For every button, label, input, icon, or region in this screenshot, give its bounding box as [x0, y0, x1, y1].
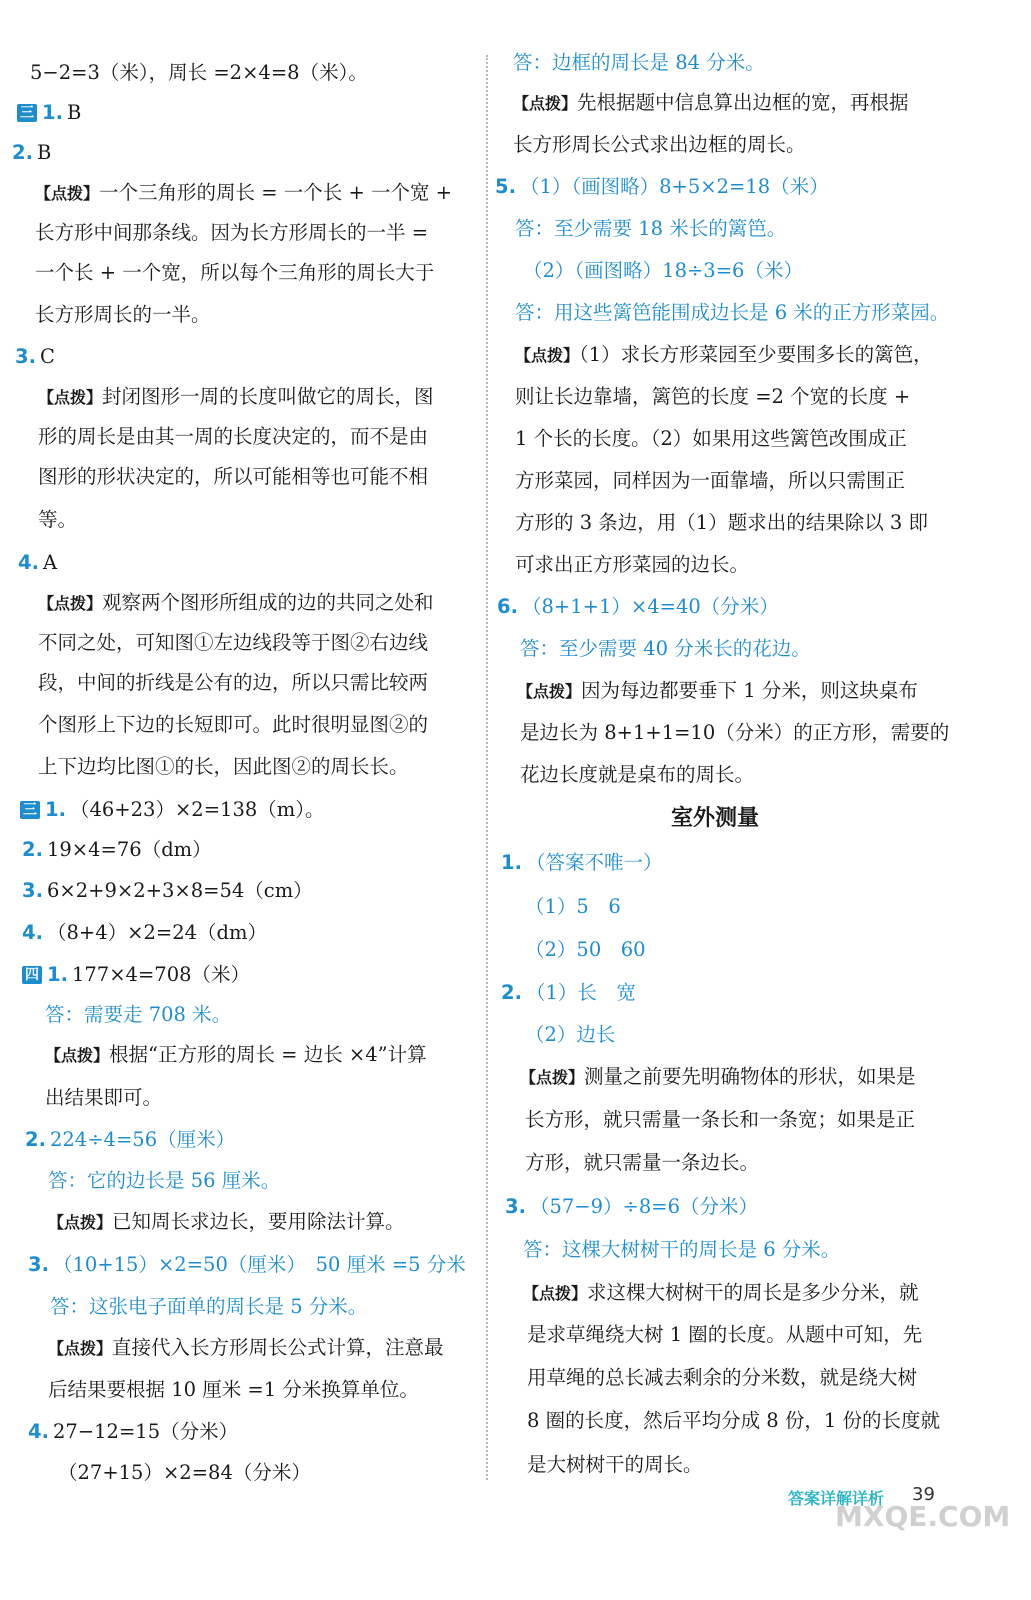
line-text: （1）求长方形菜园至少要围多长的篱笆， — [579, 343, 933, 366]
line-text: 形的周长是由其一周的长度决定的，而不是由 — [38, 425, 429, 448]
line-text: 花边长度就是桌布的周长。 — [520, 763, 755, 786]
line-text: 则让长边靠墙，篱笆的长度 =2 个宽的长度 + — [515, 385, 911, 408]
column-divider — [486, 55, 488, 1480]
line-text: 先根据题中信息算出边框的宽，再根据 — [577, 91, 909, 114]
right-line — [523, 1278, 919, 1309]
section-marker: 三 — [17, 104, 37, 122]
hint-tag: 【点拨】 — [517, 682, 582, 701]
question-number: 1. — [47, 963, 68, 986]
line-text: （27+15）×2=84（分米） — [58, 1461, 311, 1484]
line-text: 因为每边都要垂下 1 分米，则这块桌布 — [581, 679, 918, 702]
line-text: 答：至少需要 40 分米长的花边。 — [520, 637, 811, 660]
left-line — [15, 342, 55, 372]
line-text: 封闭图形一周的长度叫做它的周长，图 — [102, 385, 434, 408]
left-line — [38, 382, 434, 413]
right-line — [515, 466, 905, 496]
right-line — [515, 340, 933, 371]
line-text: 已知周长求边长，要用除法计算。 — [112, 1210, 405, 1233]
line-text: 求这棵大树树干的周长是多少分米，就 — [587, 1281, 919, 1304]
right-line — [513, 130, 806, 160]
line-text: 224÷4=56（厘米） — [49, 1128, 236, 1151]
left-line — [38, 628, 428, 658]
line-text: B — [36, 141, 52, 164]
right-line — [513, 48, 765, 78]
hint-tag: 【点拨】 — [45, 1046, 110, 1065]
question-number: 2. — [25, 1128, 46, 1151]
right-line — [515, 508, 928, 538]
hint-tag: 【点拨】 — [38, 594, 103, 613]
left-line — [20, 795, 325, 825]
right-line — [525, 935, 646, 965]
line-text: 等。 — [38, 508, 78, 531]
left-line — [45, 1040, 427, 1071]
right-line — [501, 848, 663, 878]
question-number: 5. — [495, 175, 516, 198]
line-text: 段，中间的折线是公有的边，所以只需比较两 — [38, 671, 429, 694]
line-text: 方形的 3 条边，用（1）题求出的结果除以 3 即 — [515, 511, 929, 534]
right-line — [515, 298, 949, 328]
line-text: 长方形，就只需量一条长和一条宽；如果是正 — [525, 1108, 916, 1131]
left-line — [48, 1166, 280, 1196]
right-line — [501, 978, 636, 1008]
right-line — [495, 172, 829, 202]
line-text: 19×4=76（dm） — [46, 838, 212, 861]
line-text: 一个三角形的周长 = 一个长 + 一个宽 + — [99, 181, 453, 204]
right-line — [515, 550, 749, 580]
left-line — [12, 138, 51, 168]
question-number: 4. — [22, 921, 43, 944]
question-number: 4. — [28, 1420, 49, 1443]
watermark: MXQE.COM — [835, 1500, 1011, 1533]
left-line — [28, 1250, 466, 1280]
line-text: 直接代入长方形周长公式计算，注意最 — [112, 1336, 444, 1359]
line-text: 出结果即可。 — [45, 1086, 163, 1109]
hint-tag: 【点拨】 — [35, 184, 100, 203]
left-line — [38, 668, 428, 698]
right-line — [523, 256, 803, 286]
right-line — [515, 424, 907, 454]
right-line — [520, 760, 754, 790]
hint-tag: 【点拨】 — [38, 388, 103, 407]
question-number: 1. — [45, 798, 66, 821]
right-line — [525, 1105, 915, 1135]
left-line — [38, 588, 434, 619]
line-text: 6×2+9×2+3×8=54（cm） — [46, 879, 313, 902]
left-line — [25, 1125, 235, 1155]
left-line — [48, 1375, 419, 1405]
footer-label: 答案详解详析 — [788, 1489, 885, 1508]
question-number: 1. — [42, 101, 63, 124]
question-number: 3. — [15, 345, 36, 368]
left-line — [38, 710, 428, 740]
line-text: 长方形中间那条线。因为长方形周长的一半 = — [35, 221, 429, 244]
line-text: （8+1+1）×4=40（分米） — [521, 595, 779, 618]
hint-tag: 【点拨】 — [515, 346, 580, 365]
left-line — [38, 422, 428, 452]
line-text: （46+23）×2=138（m）。 — [69, 798, 325, 821]
question-number: 4. — [18, 551, 39, 574]
left-line — [22, 960, 250, 990]
right-line — [517, 676, 918, 707]
right-line — [520, 1062, 916, 1093]
right-line — [527, 1363, 917, 1393]
line-text: （答案不唯一） — [525, 851, 663, 874]
question-number: 6. — [497, 595, 518, 618]
line-text: 答：至少需要 18 米长的篱笆。 — [515, 217, 787, 240]
section-marker: 四 — [22, 966, 42, 984]
left-line — [35, 218, 428, 248]
line-text: 根据“正方形的周长 = 边长 ×4”计算 — [109, 1043, 427, 1066]
hint-tag: 【点拨】 — [523, 1284, 588, 1303]
line-text: （10+15）×2=50（厘米） 50 厘米 =5 分米 — [52, 1253, 466, 1276]
right-line — [505, 1192, 758, 1222]
right-line — [527, 1450, 703, 1480]
line-text: 测量之前要先明确物体的形状，如果是 — [584, 1065, 916, 1088]
line-text: 不同之处，可知图①左边线段等于图②右边线 — [38, 631, 429, 654]
left-line — [38, 505, 77, 535]
line-text: 是求草绳绕大树 1 圈的长度。从题中可知，先 — [527, 1323, 923, 1346]
line-text: C — [39, 345, 55, 368]
hint-tag: 【点拨】 — [48, 1213, 113, 1232]
line-text: 是边长为 8+1+1=10（分米）的正方形，需要的 — [520, 721, 950, 744]
line-text: （8+4）×2=24（dm） — [46, 921, 268, 944]
line-text: 答：它的边长是 56 厘米。 — [48, 1169, 281, 1192]
left-line — [35, 300, 211, 330]
left-line — [35, 178, 452, 209]
right-line — [523, 1235, 840, 1265]
right-line — [525, 892, 621, 922]
line-text: （1）长 宽 — [525, 981, 636, 1004]
line-text: （2）边长 — [525, 1023, 616, 1046]
left-line — [30, 58, 368, 88]
line-text: 5−2=3（米），周长 =2×4=8（米）。 — [30, 61, 368, 84]
question-number: 3. — [505, 1195, 526, 1218]
line-text: 可求出正方形菜园的边长。 — [515, 553, 750, 576]
left-line — [58, 1458, 311, 1488]
line-text: 答：需要走 708 米。 — [45, 1003, 232, 1026]
line-text: 上下边均比图①的长，因此图②的周长长。 — [38, 755, 409, 778]
left-line — [22, 876, 313, 906]
right-line — [525, 1148, 759, 1178]
right-line — [515, 214, 786, 244]
left-line — [50, 1292, 367, 1322]
left-line — [28, 1417, 238, 1447]
line-text: 个图形上下边的长短即可。此时很明显图②的 — [38, 713, 429, 736]
section-heading: 室外测量 — [671, 806, 760, 831]
page-number: 39 — [912, 1484, 935, 1505]
left-line — [22, 835, 212, 865]
right-line — [520, 634, 811, 664]
right-line — [513, 88, 909, 119]
right-line — [515, 382, 910, 412]
left-line — [38, 462, 428, 492]
left-line — [22, 918, 267, 948]
left-line — [45, 1000, 231, 1030]
line-text: A — [42, 551, 58, 574]
hint-tag: 【点拨】 — [48, 1339, 113, 1358]
question-number: 2. — [501, 981, 522, 1004]
hint-tag: 【点拨】 — [520, 1068, 585, 1087]
right-line — [525, 1020, 615, 1050]
right-line — [520, 718, 949, 748]
question-number: 3. — [22, 879, 43, 902]
line-text: B — [66, 101, 82, 124]
line-text: （1）（画图略）8+5×2=18（米） — [519, 175, 829, 198]
line-text: 一个长 + 一个宽，所以每个三角形的周长大于 — [35, 261, 435, 284]
question-number: 2. — [12, 141, 33, 164]
line-text: 方形菜园，同样因为一面靠墙，所以只需围正 — [515, 469, 906, 492]
line-text: 是大树树干的周长。 — [527, 1453, 703, 1476]
line-text: 方形，就只需量一条边长。 — [525, 1151, 760, 1174]
right-line — [497, 592, 779, 622]
left-line — [35, 258, 434, 288]
left-line — [38, 752, 409, 782]
line-text: 答：边框的周长是 84 分米。 — [513, 51, 765, 74]
line-text: 8 圈的长度，然后平均分成 8 份，1 份的长度就 — [527, 1409, 941, 1432]
line-text: 答：这棵大树树干的周长是 6 分米。 — [523, 1238, 841, 1261]
line-text: （57−9）÷8=6（分米） — [529, 1195, 759, 1218]
question-number: 2. — [22, 838, 43, 861]
line-text: （2）50 60 — [525, 938, 646, 961]
line-text: 177×4=708（米） — [71, 963, 251, 986]
left-line — [18, 548, 57, 578]
line-text: 图形的形状决定的，所以可能相等也可能不相 — [38, 465, 429, 488]
line-text: 1 个长的长度。（2）如果用这些篱笆改围成正 — [515, 427, 907, 450]
line-text: 用草绳的总长减去剩余的分米数，就是绕大树 — [527, 1366, 918, 1389]
line-text: 27−12=15（分米） — [52, 1420, 239, 1443]
section-marker: 三 — [20, 801, 40, 819]
right-line — [527, 1406, 940, 1436]
line-text: 答：这张电子面单的周长是 5 分米。 — [50, 1295, 368, 1318]
left-line — [17, 98, 81, 128]
hint-tag: 【点拨】 — [513, 94, 578, 113]
line-text: 长方形周长公式求出边框的周长。 — [513, 133, 806, 156]
line-text: 后结果要根据 10 厘米 =1 分米换算单位。 — [48, 1378, 419, 1401]
left-line — [48, 1207, 405, 1238]
line-text: 观察两个图形所组成的边的共同之处和 — [102, 591, 434, 614]
right-line — [527, 1320, 922, 1350]
left-line — [45, 1083, 162, 1113]
line-text: 长方形周长的一半。 — [35, 303, 211, 326]
line-text: （1）5 6 — [525, 895, 621, 918]
question-number: 1. — [501, 851, 522, 874]
left-line — [48, 1333, 444, 1364]
line-text: 答：用这些篱笆能围成边长是 6 米的正方形菜园。 — [515, 301, 950, 324]
line-text: （2）（画图略）18÷3=6（米） — [523, 259, 803, 282]
question-number: 3. — [28, 1253, 49, 1276]
